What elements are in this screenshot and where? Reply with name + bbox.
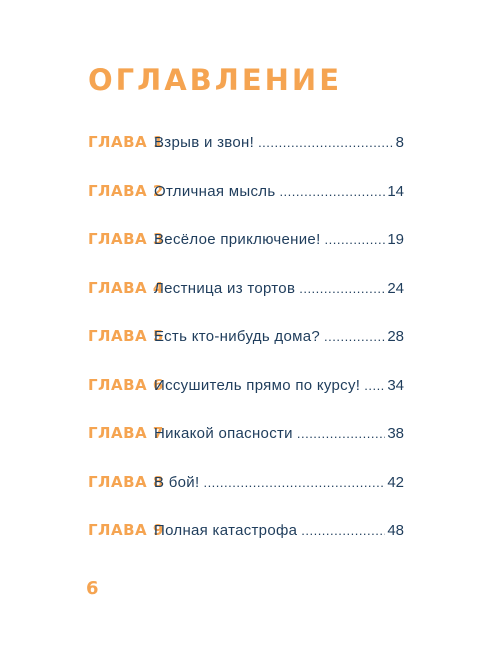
chapter-page: 8 [395,134,404,151]
toc-entry-8 [88,473,404,492]
chapter-page: 14 [387,182,404,200]
page-title: ОГЛАВЛЕНИЕ [88,63,343,97]
toc-entry-2 [88,182,404,201]
dot-leader [324,329,385,344]
dot-leader [364,378,385,393]
chapter-label: ГЛАВА 2 [88,181,164,200]
dot-leader [301,523,385,538]
toc-entry-7 [88,424,404,443]
dot-leader [297,426,385,441]
chapter-page: 42 [387,473,404,491]
chapter-page: 24 [387,279,404,297]
toc-entry-4 [88,279,404,298]
chapter-page: 19 [387,231,404,248]
chapter-label: ГЛАВА 4 [88,278,164,297]
chapter-label: ГЛАВА 5 [88,327,164,345]
toc-entry-1 [88,133,404,152]
toc-entry-9 [88,521,404,540]
dot-leader [299,281,385,296]
chapter-label: ГЛАВА 9 [88,521,164,539]
chapter-title: Полная катастрофа [154,522,298,539]
toc-entry-5 [88,327,404,346]
chapter-page: 48 [387,522,404,539]
chapter-title: Есть кто-нибудь дома? [154,328,321,345]
dot-leader [325,232,386,247]
chapter-page: 38 [387,425,404,442]
chapter-page: 34 [387,376,404,394]
chapter-label: ГЛАВА 7 [88,424,164,442]
toc-entry-6 [88,376,404,395]
chapter-title: Взрыв и звон! [154,134,255,151]
chapter-page: 28 [387,328,404,345]
page-number: 6 [86,578,99,599]
chapter-title: В бой! [154,473,200,491]
dot-leader [279,184,385,199]
chapter-label: ГЛАВА 3 [88,230,164,248]
dot-leader [203,475,385,490]
chapter-title: Весёлое приключение! [154,231,321,248]
chapter-title: Иссушитель прямо по курсу! [154,376,361,394]
table-of-contents [88,133,404,570]
chapter-title: Отличная мысль [154,182,276,200]
chapter-label: ГЛАВА 1 [88,133,164,151]
chapter-title: Никакой опасности [154,425,293,442]
chapter-title: Лестница из тортов [154,279,296,297]
chapter-label: ГЛАВА 6 [88,375,164,394]
dot-leader [258,135,394,150]
toc-entry-3 [88,230,404,249]
chapter-label: ГЛАВА 8 [88,472,164,491]
